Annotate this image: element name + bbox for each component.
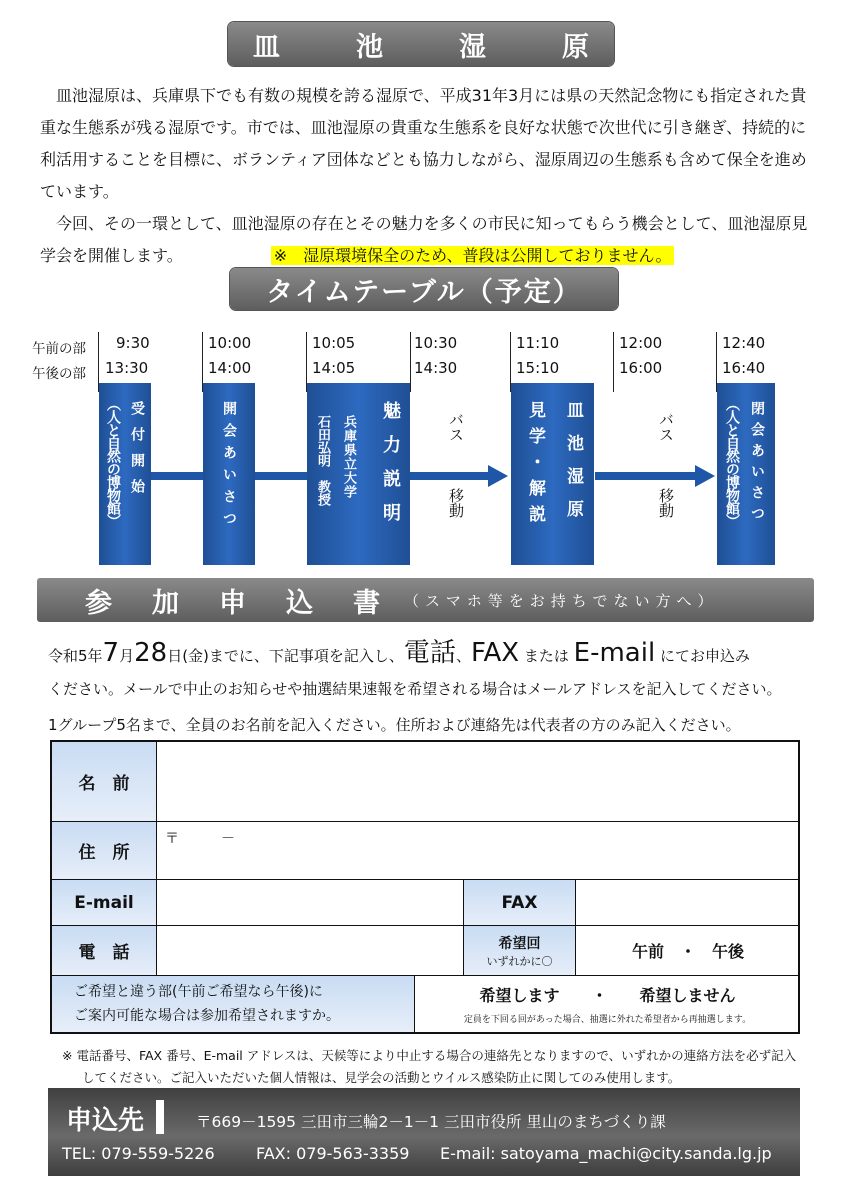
alternate-question-cell xyxy=(52,976,415,1032)
time-divider xyxy=(410,332,411,392)
time-am-3: 10:05 xyxy=(312,334,356,352)
tour-box xyxy=(511,383,594,565)
contact-address: 〒669－1595 三田市三輪2－1－1 三田市役所 里山のまちづくり課 xyxy=(196,1113,666,1131)
time-pm-4: 14:30 xyxy=(414,359,458,377)
email-label: E-mail xyxy=(52,880,157,926)
time-am-7: 12:40 xyxy=(722,334,766,352)
name-label: 名 前 xyxy=(52,742,157,822)
session-label: 希望回 xyxy=(498,935,541,952)
intro-paragraph-2 xyxy=(40,208,820,272)
contact-email[interactable]: E-mail: satoyama_machi@city.sanda.lg.jp xyxy=(440,1144,772,1163)
instruction-line-1 xyxy=(48,632,750,669)
time-pm-1: 13:30 xyxy=(105,359,149,377)
time-am-4: 10:30 xyxy=(414,334,458,352)
session-choice[interactable]: 午前 ・ 午後 xyxy=(576,926,800,976)
flow-arrow-shaft xyxy=(400,472,490,480)
session-hint: いずれかに〇 xyxy=(486,954,553,968)
timetable-title: タイムテーブル（予定） xyxy=(230,268,618,310)
lecturer-org: 兵庫県立大学 xyxy=(341,415,356,499)
application-form xyxy=(50,740,800,1034)
talk-label: 魅力説明 xyxy=(380,401,401,537)
bus-label-1: バス xyxy=(447,412,465,442)
time-am-2: 10:00 xyxy=(208,334,252,352)
privacy-note xyxy=(62,1045,802,1089)
reception-venue: （人と自然の博物館） xyxy=(105,397,121,527)
application-subtitle: （スマホ等をお持ちでない方へ） xyxy=(404,591,719,610)
contact-fax: FAX: 079-563-3359 xyxy=(256,1144,410,1163)
time-pm-3: 14:05 xyxy=(312,359,356,377)
time-divider xyxy=(613,332,614,392)
intro-text xyxy=(40,80,820,272)
method-fax: FAX xyxy=(470,638,520,668)
session-label-cell xyxy=(464,926,576,976)
time-pm-5: 15:10 xyxy=(516,359,560,377)
name-field[interactable] xyxy=(157,742,800,822)
tour-sub: 見学・解説 xyxy=(525,401,545,531)
am-session-label: 午前の部 xyxy=(32,341,86,357)
move-label-2: 移動 xyxy=(657,488,675,518)
method-or: または xyxy=(519,647,574,665)
tel-field[interactable] xyxy=(157,926,464,976)
deadline-month-unit: 月 xyxy=(119,647,135,665)
title-char-3: 湿 xyxy=(459,31,486,63)
alternate-note: 定員を下回る回があった場合、抽選に外れた希望者から再抽選します。 xyxy=(463,1015,752,1025)
time-pm-6: 16:00 xyxy=(619,359,663,377)
privacy-note-line-2: してください。ご記入いただいた個人情報は、見学会の活動とウイルス感染防止に関してのみ使用します。 xyxy=(82,1070,681,1085)
tour-label: 皿池湿原 xyxy=(563,401,583,533)
closed-note: ※ 湿原環境保全のため、普段は公開しておりません。 xyxy=(271,246,675,265)
move-label-1: 移動 xyxy=(447,488,465,518)
time-pm-2: 14:00 xyxy=(208,359,252,377)
opening-label: 開会あいさつ xyxy=(221,401,237,533)
address-label: 住 所 xyxy=(52,822,157,880)
contact-tel: TEL: 079-559-5226 xyxy=(62,1144,215,1163)
fax-label: FAX xyxy=(464,880,576,926)
address-field[interactable]: 〒 － xyxy=(157,822,800,880)
title-char-2: 池 xyxy=(356,31,383,63)
alternate-options: 希望します ・ 希望しません xyxy=(479,986,736,1005)
closing-box xyxy=(717,383,775,565)
method-separator: 、 xyxy=(455,647,471,665)
closing-venue: （人と自然の博物館） xyxy=(724,397,740,527)
apply-suffix: にてお申込み xyxy=(655,647,750,665)
tel-label: 電 話 xyxy=(52,926,157,976)
lecturer-name: 石田弘明 教授 xyxy=(315,415,330,506)
application-title: 参加申込書 xyxy=(85,587,420,619)
time-am-6: 12:00 xyxy=(619,334,663,352)
instruction-line-3: 1グループ5名まで、全員のお名前を記入ください。住所および連絡先は代表者の方のみ記入ください。 xyxy=(48,716,741,734)
method-email: E-mail xyxy=(573,638,656,668)
flow-arrow-shaft xyxy=(595,472,695,480)
method-tel: 電話 xyxy=(403,638,456,668)
title-char-1: 皿 xyxy=(253,31,280,63)
flow-arrow-shaft xyxy=(255,472,313,480)
alternate-question-line-2: ご案内可能な場合は参加希望されますか。 xyxy=(74,1008,340,1024)
deadline-day: 28 xyxy=(134,638,168,668)
page-title xyxy=(228,22,614,66)
arrow-right-icon xyxy=(488,465,508,487)
arrow-right-icon xyxy=(695,465,715,487)
privacy-note-line-1: ※ 電話番号、FAX 番号、E-mail アドレスは、天候等により中止する場合の連絡先となりますので、いずれかの連絡方法を必ず記入 xyxy=(62,1048,797,1063)
time-am-5: 11:10 xyxy=(516,334,560,352)
deadline-prefix: 令和5年 xyxy=(48,647,103,665)
alternate-question-line-1: ご希望と違う部(午前ご希望なら午後)に xyxy=(74,984,323,1000)
talk-box xyxy=(307,383,410,565)
intro-paragraph-2-text: 今回、その一環として、皿池湿原の存在とその魅力を多くの市民に知ってもらう機会として、皿池湿原見学会を開催します。 xyxy=(40,214,808,265)
time-am-1: 9:30 xyxy=(116,334,150,352)
reception-box xyxy=(99,383,151,565)
contact-box xyxy=(48,1088,800,1176)
alternate-choice[interactable] xyxy=(415,976,800,1032)
intro-paragraph-1: 皿池湿原は、兵庫県下でも有数の規模を誇る湿原で、平成31年3月には県の天然記念物にも指定された貴重な生態系が残る湿原です。市では、皿池湿原の貴重な生態系を良好な状態で次世代に引き継ぎ、持続的に利活用することを目標に、ボランティア団体などとも協力しながら、湿原周辺の生態系も含めて保全を進めています。 xyxy=(40,86,807,201)
pm-session-label: 午後の部 xyxy=(32,366,86,382)
time-pm-7: 16:40 xyxy=(722,359,766,377)
deadline-month: 7 xyxy=(102,638,120,668)
fax-field[interactable] xyxy=(576,880,800,926)
contact-heading: 申込先 xyxy=(66,1106,145,1136)
bus-label-2: バス xyxy=(657,412,675,442)
opening-box xyxy=(203,383,255,565)
closing-label: 閉会あいさつ xyxy=(749,401,765,527)
email-field[interactable] xyxy=(157,880,464,926)
instruction-line-2: ください。メールで中止のお知らせや抽選結果速報を希望される場合はメールアドレスを記入してください。 xyxy=(48,680,782,698)
deadline-suffix: 日(金)までに、下記事項を記入し、 xyxy=(167,647,404,665)
heading-bar-decoration xyxy=(156,1100,164,1134)
application-banner xyxy=(37,578,814,622)
title-char-4: 原 xyxy=(562,31,589,63)
reception-label: 受付開始 xyxy=(129,401,145,505)
